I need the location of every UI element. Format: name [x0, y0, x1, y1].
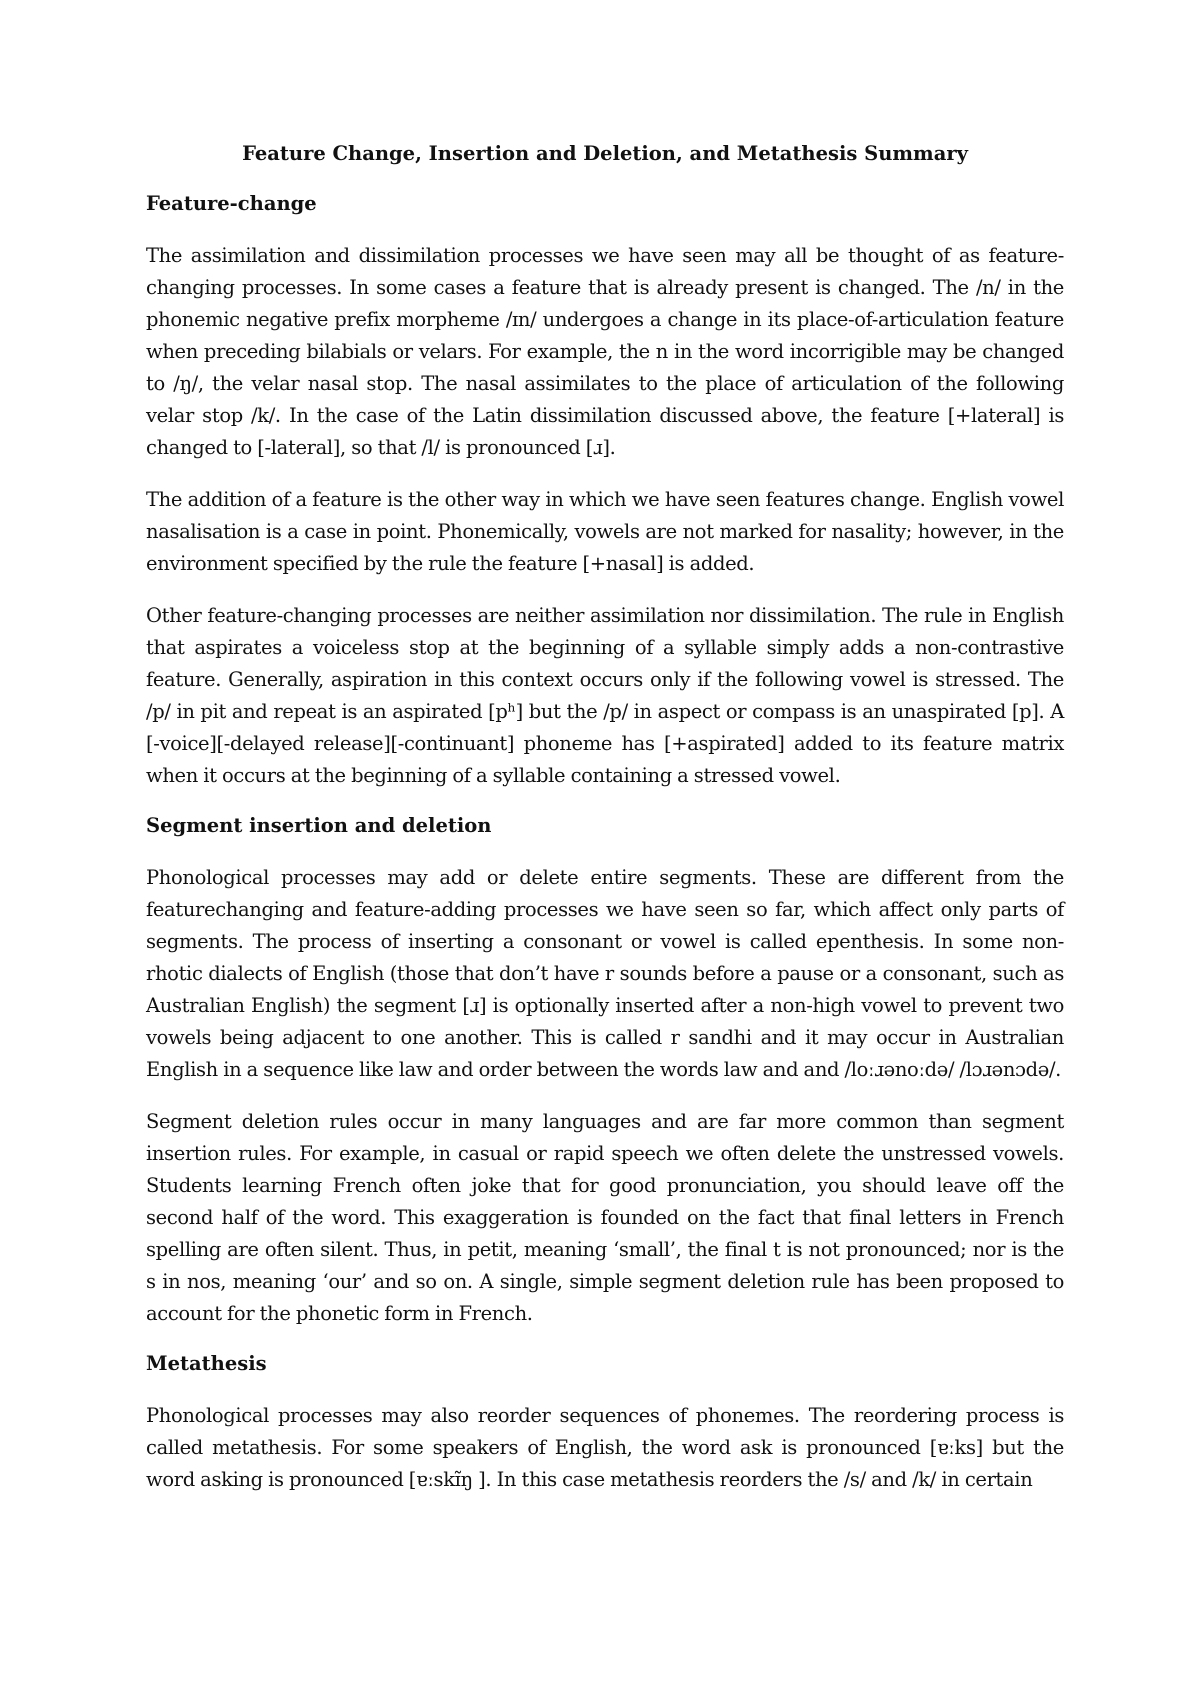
section-heading-feature-change: Feature-change: [146, 192, 317, 215]
paragraph: Phonological processes may also reorder sequences of phonemes. The reordering process is called metathesis. For some speakers of English, the word ask is pronounced [ɐːks] but the word asking is pronounced [ɐːskɪ̃ŋ ]. In this case metathesis reorders the /s/ and /k/ in certain: [146, 1404, 1064, 1491]
paragraph: Segment deletion rules occur in many languages and are far more common than segment insertion rules. For example, in casual or rapid speech we often delete the unstressed vowels. Students learning French often joke that for good pronunciation, you should leave off the second half of the word. This exaggeration is founded on the fact that final letters in French spelling are often silent. Thus, in petit, meaning ‘small’, the final t is not pronounced; nor is the s in nos, meaning ‘our’ and so on. A single, simple segment deletion rule has been proposed to account for the phonetic form in French.: [146, 1110, 1064, 1325]
section-feature-change: [146, 190, 1064, 792]
paragraph: The addition of a feature is the other way in which we have seen features change. English vowel nasalisation is a case in point. Phonemically, vowels are not marked for nasality; however, in the environment specified by the rule the feature [+nasal] is added.: [146, 488, 1064, 575]
section-heading-segment-insertion-deletion: Segment insertion and deletion: [146, 814, 492, 837]
paragraph: Phonological processes may add or delete entire segments. These are different from the featurechanging and feature-adding processes we have seen so far, which affect only parts of segments. The process of inserting a consonant or vowel is called epenthesis. In some non-rhotic dialects of English (those that don’t have r sounds before a pause or a consonant, such as Australian English) the segment [ɹ] is optionally inserted after a non-high vowel to prevent two vowels being adjacent to one another. This is called r sandhi and it may occur in Australian English in a sequence like law and order between the words law and and /loːɹənoːdə/ /lɔɹənɔdə/.: [146, 866, 1064, 1081]
paragraph: The assimilation and dissimilation processes we have seen may all be thought of as feature-changing processes. In some cases a feature that is already present is changed. The /n/ in the phonemic negative prefix morpheme /ɪn/ undergoes a change in its place-of-articulation feature when preceding bilabials or velars. For example, the n in the word incorrigible may be changed to /ŋ/, the velar nasal stop. The nasal assimilates to the place of articulation of the following velar stop /k/. In the case of the Latin dissimilation discussed above, the feature [+lateral] is changed to [-lateral], so that /l/ is pronounced [ɹ].: [146, 244, 1064, 459]
section-heading-metathesis: Metathesis: [146, 1352, 267, 1375]
document-title: Feature Change, Insertion and Deletion, and Metathesis Summary: [242, 142, 968, 165]
section-metathesis: [146, 1350, 1064, 1496]
paragraph: Other feature-changing processes are neither assimilation nor dissimilation. The rule in English that aspirates a voiceless stop at the beginning of a syllable simply adds a non-contrastive feature. Generally, aspiration in this context occurs only if the following vowel is stressed. The /p/ in pit and repeat is an aspirated [pʰ] but the /p/ in aspect or compass is an unaspirated [p]. A [-voice][-delayed release][-continuant] phoneme has [+aspirated] added to its feature matrix when it occurs at the beginning of a syllable containing a stressed vowel.: [146, 604, 1064, 787]
document-page: [146, 140, 1064, 1496]
section-segment-insertion-deletion: [146, 812, 1064, 1330]
